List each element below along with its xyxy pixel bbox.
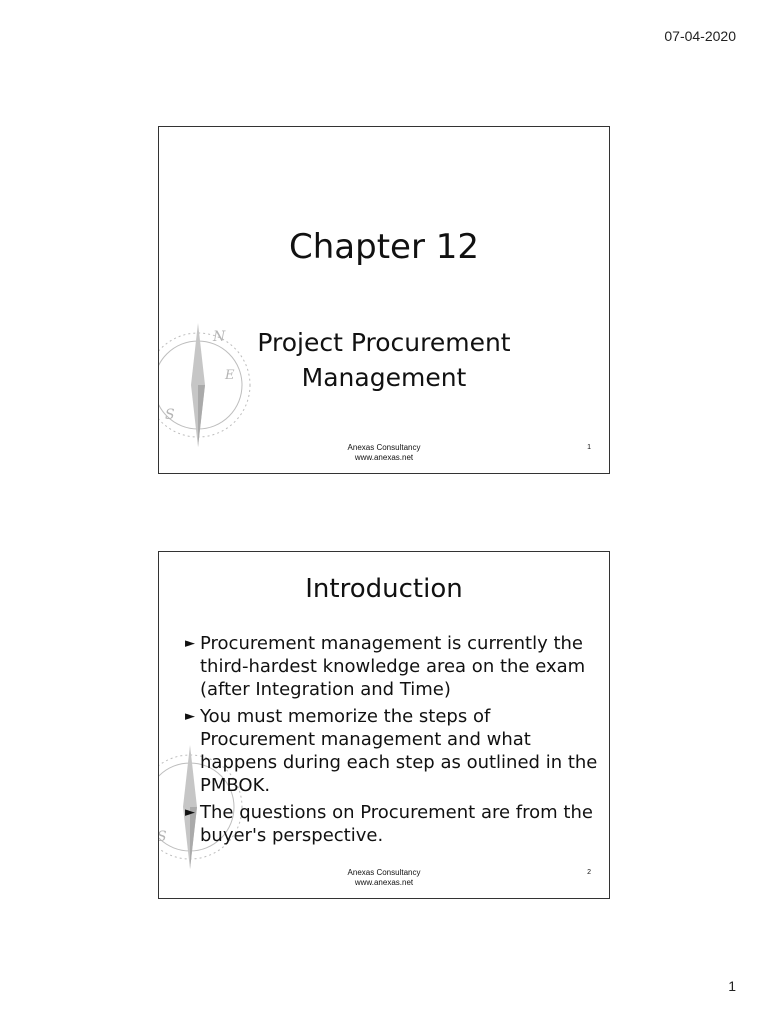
triangle-right-icon: ►	[185, 709, 195, 724]
list-item	[183, 801, 603, 847]
subtitle-line: Management	[301, 363, 467, 392]
slide-footer	[159, 443, 609, 463]
footer-company: Anexas Consultancy	[347, 868, 421, 877]
svg-text:N: N	[213, 329, 226, 345]
footer-company: Anexas Consultancy	[347, 443, 421, 452]
list-item	[183, 705, 603, 797]
slide-number: 1	[587, 444, 591, 451]
slide-1	[158, 126, 610, 474]
subtitle-line: Project Procurement	[257, 328, 511, 357]
list-item	[183, 632, 603, 701]
footer-website: www.anexas.net	[354, 453, 414, 462]
slide-subtitle	[159, 325, 609, 395]
bullet-text: The questions on Procurement are from the buyer's perspective.	[200, 802, 593, 846]
triangle-right-icon: ►	[185, 636, 195, 651]
slide-footer	[159, 868, 609, 888]
svg-text:S: S	[157, 829, 167, 845]
page-number: 1	[728, 978, 736, 994]
footer-website: www.anexas.net	[354, 878, 414, 887]
slide-title: Chapter 12	[288, 227, 479, 267]
slide-title: Introduction	[305, 574, 463, 604]
page-date: 07-04-2020	[664, 28, 736, 44]
bullet-text: You must memorize the steps of Procurement management and what happens during each step as outlined in the PMBOK.	[200, 706, 598, 796]
slide-2	[158, 551, 610, 899]
bullet-list	[183, 632, 603, 851]
slide-number: 2	[587, 869, 591, 876]
svg-text:S: S	[165, 407, 175, 423]
svg-text:E: E	[225, 368, 235, 383]
bullet-text: Procurement management is currently the third-hardest knowledge area on the exam (after Integration and Time)	[200, 633, 586, 700]
triangle-right-icon: ►	[185, 805, 195, 820]
